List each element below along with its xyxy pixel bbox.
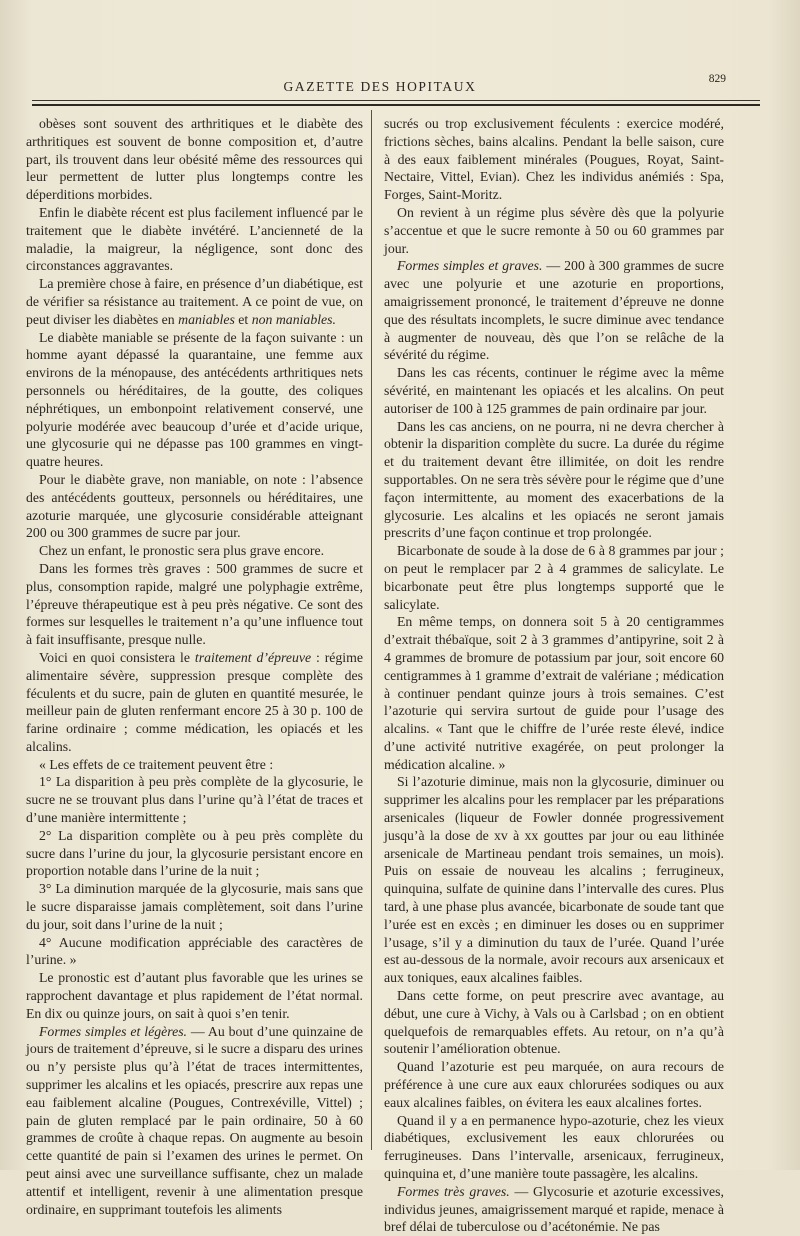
paragraph-text: Dans les formes très graves : 500 grammes de sucre et plus, consomption rapide, malgré une polyphagie extrême, l’épreuve thérapeutique est à peu près négative. Ce sont des formes sur lesquelles le traitement n’a qu’une influence tout à fait insuffisante, presque nulle.	[26, 560, 363, 648]
body-paragraph	[26, 329, 363, 471]
paragraph-text: sucrés ou trop exclusivement féculents : exercice modéré, frictions sèches, bains alcalins. Pendant la belle saison, cure à des eaux faiblement minérales (Pougues, Royat, Saint-Nectaire, Vittel, Evian). Chez les individus anémiés : Spa, Forges, Saint-Moritz.	[384, 116, 724, 203]
paragraph-text: Voici en quoi consistera le	[39, 649, 195, 665]
page-number: 829	[708, 73, 726, 85]
paragraph-text: Dans les cas récents, continuer le régime avec la même sévérité, en maintenant les opiacés et les alcalins. On peut autoriser de 100 à 125 grammes de pain ordinaire par jour.	[384, 365, 724, 416]
paragraph-text: Quand l’azoturie est peu marquée, on aura recours de préférence à une cure aux eaux chlorurées sodiques ou aux eaux alcalines faibles, on évitera les eaux alcalines fortes.	[384, 1059, 724, 1110]
body-paragraph	[26, 649, 363, 756]
body-paragraph	[26, 827, 363, 880]
paragraph-text: 2° La disparition complète ou à peu près complète du sucre dans l’urine du jour, la glycosurie persistant encore en proportion notable dans l’urine de la nuit ;	[26, 827, 363, 879]
italic-text: Formes simples et légères.	[39, 1023, 188, 1039]
body-paragraph	[26, 934, 363, 970]
paragraph-text: Dans cette forme, on peut prescrire avec avantage, au début, une cure à Vichy, à Vals ou à Carlsbad ; on en obtient quelquefois de remarquables effets. Au retour, on n’a qu’à soutenir l’amélioration obtenue.	[384, 988, 724, 1057]
left-text-column	[26, 115, 363, 1217]
body-paragraph	[26, 1023, 363, 1219]
body-paragraph	[26, 471, 363, 542]
body-paragraph	[26, 560, 363, 649]
column-divider	[371, 110, 372, 1150]
body-paragraph	[384, 204, 724, 257]
body-paragraph	[384, 613, 724, 773]
body-paragraph	[26, 756, 363, 774]
body-paragraph	[384, 115, 724, 204]
paragraph-text: 4° Aucune modification appréciable des caractères de l’urine. »	[26, 934, 363, 968]
paragraph-text: 1° La disparition à peu près complète de la glycosurie, le sucre ne se trouvant plus dans l’urine qu’à l’état de traces et d’une manière intermittente ;	[26, 774, 363, 826]
body-paragraph	[384, 364, 724, 417]
body-paragraph	[384, 1058, 724, 1111]
italic-text: maniables	[178, 311, 235, 327]
italic-text: Formes simples et graves.	[397, 258, 543, 274]
paragraph-text: Bicarbonate de soude à la dose de 6 à 8 grammes par jour ; on peut le remplacer par 2 à 4 grammes de salicylate. Le bicarbonate peut être plus longtemps supporté que le salicylate.	[384, 543, 724, 612]
body-paragraph	[26, 275, 363, 328]
paragraph-text: : régime alimentaire sévère, suppression presque complète des féculents et du sucre, pain de gluten en quantité mesurée, le meilleur pain de gluten renfermant encore 25 à 30 p. 100 de farine ordinaire ; comme médication, les opiacés et les alcalins.	[26, 649, 363, 754]
body-paragraph	[384, 542, 724, 613]
body-paragraph	[384, 1112, 724, 1183]
paragraph-text: — Au bout d’une quinzaine de jours de traitement d’épreuve, si le sucre a disparu des urines ou n’y persiste plus qu’à l’état de traces intermittentes, supprimer les alcalins et les opiacés, prescrire aux repas une eau faiblement alcaline (Pougues, Contrexéville, Vittel) ; pain de gluten remplacé par le pain ordinaire, 50 à 60 grammes de croûte à chaque repas. On augmente au besoin cette quantité de pain si l’examen des urines le permet. On peut ainsi avec une surveillance suffisante, chez un malade attentif et intelligent, revenir à une alimentation presque ordinaire, en supprimant toutefois les aliments	[26, 1023, 363, 1217]
paragraph-text: Enfin le diabète récent est plus facilement influencé par le traitement que le diabète invétéré. L’ancienneté de la maladie, la maigreur, la négligence, sont donc des circonstances aggravantes.	[26, 204, 363, 274]
paragraph-text: Pour le diabète grave, non maniable, on note : l’absence des antécédents goutteux, personnels ou héréditaires, une azoturie marquée, une glycosurie considérable atteignant 200 ou 300 grammes de sucre par jour.	[26, 471, 363, 541]
body-paragraph	[26, 542, 363, 560]
right-text-column	[384, 115, 724, 1235]
paragraph-text: Quand il y a en permanence hypo-azoturie, chez les vieux diabétiques, exclusivement les eaux chlorurées ou ferrugineuses. Dans l’intervalle, arsenicaux, ferrugineux, quinquina et, d’une manière toute passagère, les alcalins.	[384, 1112, 724, 1182]
paragraph-text: Dans les cas anciens, on ne pourra, ni ne devra chercher à obtenir la disparition complète du sucre. La durée du régime et du traitement devant être illimitée, on doit les rendre supportables. On ne sera très sévère pour le régime que d’une façon intermittente, au moment des exacerbations de la glycosurie. Les alcalins et les opiacés ne seront jamais prescrits d’une façon continue et trop prolongée.	[384, 418, 724, 541]
paragraph-text: — 200 à 300 grammes de sucre avec une polyurie et une azoturie en proportions, amaigrissement prononcé, le traitement d’épreuve ne donne que des résultats incomplets, le sucre diminue avec tendance à augmenter de nouveau, dès que l’on se relâche de la sévérité du régime.	[384, 258, 724, 363]
italic-text: Formes très graves.	[397, 1183, 510, 1199]
paragraph-text: — Glycosurie et azoturie excessives, individus jeunes, amaigrissement marqué et rapide, menace à bref délai de tuberculose ou d’acétonémie. Ne pas	[384, 1183, 724, 1235]
paragraph-text: et	[234, 311, 252, 327]
paragraph-text: 3° La diminution marquée de la glycosurie, mais sans que le sucre disparaisse jamais complètement, soit dans l’urine du jour, soit dans l’urine de la nuit ;	[26, 881, 363, 932]
paragraph-text: La première chose à faire, en présence d’un diabétique, est de vérifier sa résistance au traitement. A ce point de vue, on peut diviser les diabètes en	[26, 276, 363, 327]
body-paragraph	[384, 773, 724, 987]
header-rule-thin	[32, 100, 760, 101]
paragraph-text: Chez un enfant, le pronostic sera plus grave encore.	[39, 543, 325, 559]
body-paragraph	[384, 257, 724, 364]
paragraph-text: En même temps, on donnera soit 5 à 20 centigrammes d’extrait thébaïque, soit 2 à 3 grammes d’antipyrine, soit 2 à 4 grammes de bromure de potassium par jour, soit encore 60 centigrammes à 1 gramme d’extrait de valériane ; médication à continuer pendant quinze jours à trois semaines. C’est l’azoturie qui servira surtout de guide pour l’usage des alcalins. « Tant que le chiffre de l’urée reste élevé, indice d’une activité nutritive exagérée, on peut prolonger la médication alcaline. »	[384, 614, 724, 772]
paragraph-text: Si l’azoturie diminue, mais non la glycosurie, diminuer ou supprimer les alcalins pour les remplacer par les préparations arsenicales (liqueur de Fowler donnée progressivement jusqu’à la dose de xv à xx gouttes par jour ou eau lithinée arsenicale de Martineau pendant trois semaines, un mois). Puis on essaie de nouveau les alcalins ; ferrugineux, quinquina, sulfate de quinine dans l’intervalle des cures. Plus tard, à une phase plus avancée, bicarbonate de soude tant que l’urée est en excès ; en diminuer les doses ou en supprimer l’usage, s’il y a diminution du taux de l’urée. Quand l’urée est au-dessous de la normale, avoir recours aux arsenicaux et aux toniques, eaux alcalines faibles.	[384, 774, 724, 986]
paragraph-text: Le pronostic est d’autant plus favorable que les urines se rapprochent davantage et plus rapidement de l’état normal. En dix ou quinze jours, on sait à quoi s’en tenir.	[26, 970, 363, 1021]
body-paragraph	[26, 880, 363, 933]
body-paragraph	[384, 987, 724, 1058]
italic-text: traitement d’épreuve	[194, 649, 312, 665]
body-paragraph	[26, 969, 363, 1022]
running-header-title: GAZETTE DES HOPITAUX	[283, 79, 477, 94]
body-paragraph	[26, 204, 363, 275]
italic-text: non maniables.	[251, 311, 336, 327]
paragraph-text: « Les effets de ce traitement peuvent être :	[39, 756, 274, 772]
paragraph-text: obèses sont souvent des arthritiques et le diabète des arthritiques est souvent de bonne composition et, d’autre part, ils trouvent dans leur obésité même des ressources qui leur permettent de lutter plus longtemps contre les déperditions morbides.	[26, 116, 363, 203]
body-paragraph	[384, 1183, 724, 1236]
paragraph-text: Le diabète maniable se présente de la façon suivante : un homme ayant dépassé la quarantaine, une femme aux environs de la ménopause, des antécédents arthritiques nets personnels ou héréditaires, de la goutte, des coliques néphrétiques, un embonpoint relativement conservé, une polyurie modérée avec beaucoup d’urée et d’acide urique, une glycosurie qui ne dépasse pas 100 grammes en vingt-quatre heures.	[26, 329, 363, 470]
header-rule-thick	[32, 104, 760, 106]
body-paragraph	[384, 418, 724, 543]
body-paragraph	[26, 115, 363, 204]
body-paragraph	[26, 773, 363, 826]
paragraph-text: On revient à un régime plus sévère dès que la polyurie s’accentue et que le sucre remonte à 50 ou 60 grammes par jour.	[384, 204, 724, 256]
